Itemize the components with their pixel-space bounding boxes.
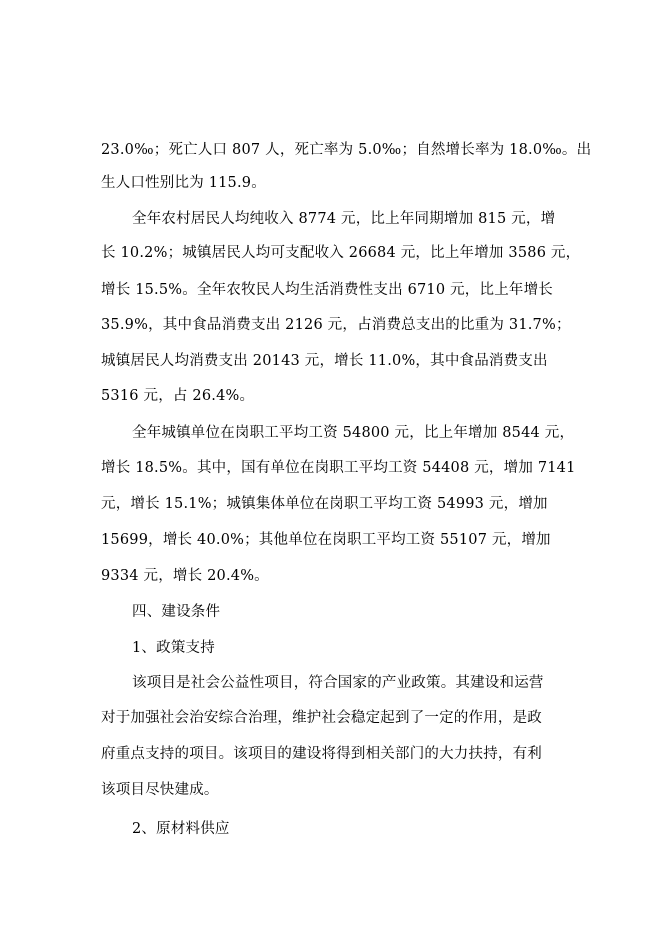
subheading-policy-support: 1、政策支持 (132, 640, 215, 656)
paragraph-income-line-1: 全年农村居民人均纯收入 8774 元，比上年同期增加 815 元，增 (132, 211, 556, 227)
paragraph-policy-line-2: 对于加强社会治安综合治理，维护社会稳定起到了一定的作用，是政 (101, 710, 542, 726)
paragraph-income-line-5: 城镇居民人均消费支出 20143 元，增长 11.0%，其中食品消费支出 (101, 353, 548, 369)
paragraph-income-line-6: 5316 元，占 26.4%。 (101, 388, 255, 404)
paragraph-wage-line-4: 15699，增长 40.0%；其他单位在岗职工平均工资 55107 元，增加 (101, 532, 551, 548)
subheading-raw-materials: 2、原材料供应 (132, 821, 230, 837)
paragraph-wage-line-1: 全年城镇单位在岗职工平均工资 54800 元，比上年增加 8544 元， (132, 425, 575, 441)
section-heading-construction: 四、建设条件 (132, 604, 221, 620)
paragraph-policy-line-1: 该项目是社会公益性项目，符合国家的产业政策。其建设和运营 (132, 675, 544, 691)
paragraph-income-line-2: 长 10.2%；城镇居民人均可支配收入 26684 元，比上年增加 3586 元， (101, 245, 581, 261)
text-line-2: 生人口性别比为 115.9。 (101, 175, 266, 191)
paragraph-income-line-3: 增长 15.5%。全年农牧民人均生活消费性支出 6710 元，比上年增长 (101, 282, 553, 298)
text-line-1: 23.0‰；死亡人口 807 人，死亡率为 5.0‰；自然增长率为 18.0‰。出 (101, 142, 592, 158)
paragraph-wage-line-2: 增长 18.5%。其中，国有单位在岗职工平均工资 54408 元，增加 7141 (101, 460, 576, 476)
paragraph-income-line-4: 35.9%，其中食品消费支出 2126 元，占消费总支出的比重为 31.7%； (101, 317, 571, 333)
paragraph-wage-line-3: 元，增长 15.1%；城镇集体单位在岗职工平均工资 54993 元，增加 (101, 496, 548, 512)
paragraph-policy-line-3: 府重点支持的项目。该项目的建设将得到相关部门的大力扶持，有利 (101, 746, 542, 762)
paragraph-wage-line-5: 9334 元，增长 20.4%。 (101, 568, 269, 584)
paragraph-policy-line-4: 该项目尽快建成。 (101, 782, 219, 798)
